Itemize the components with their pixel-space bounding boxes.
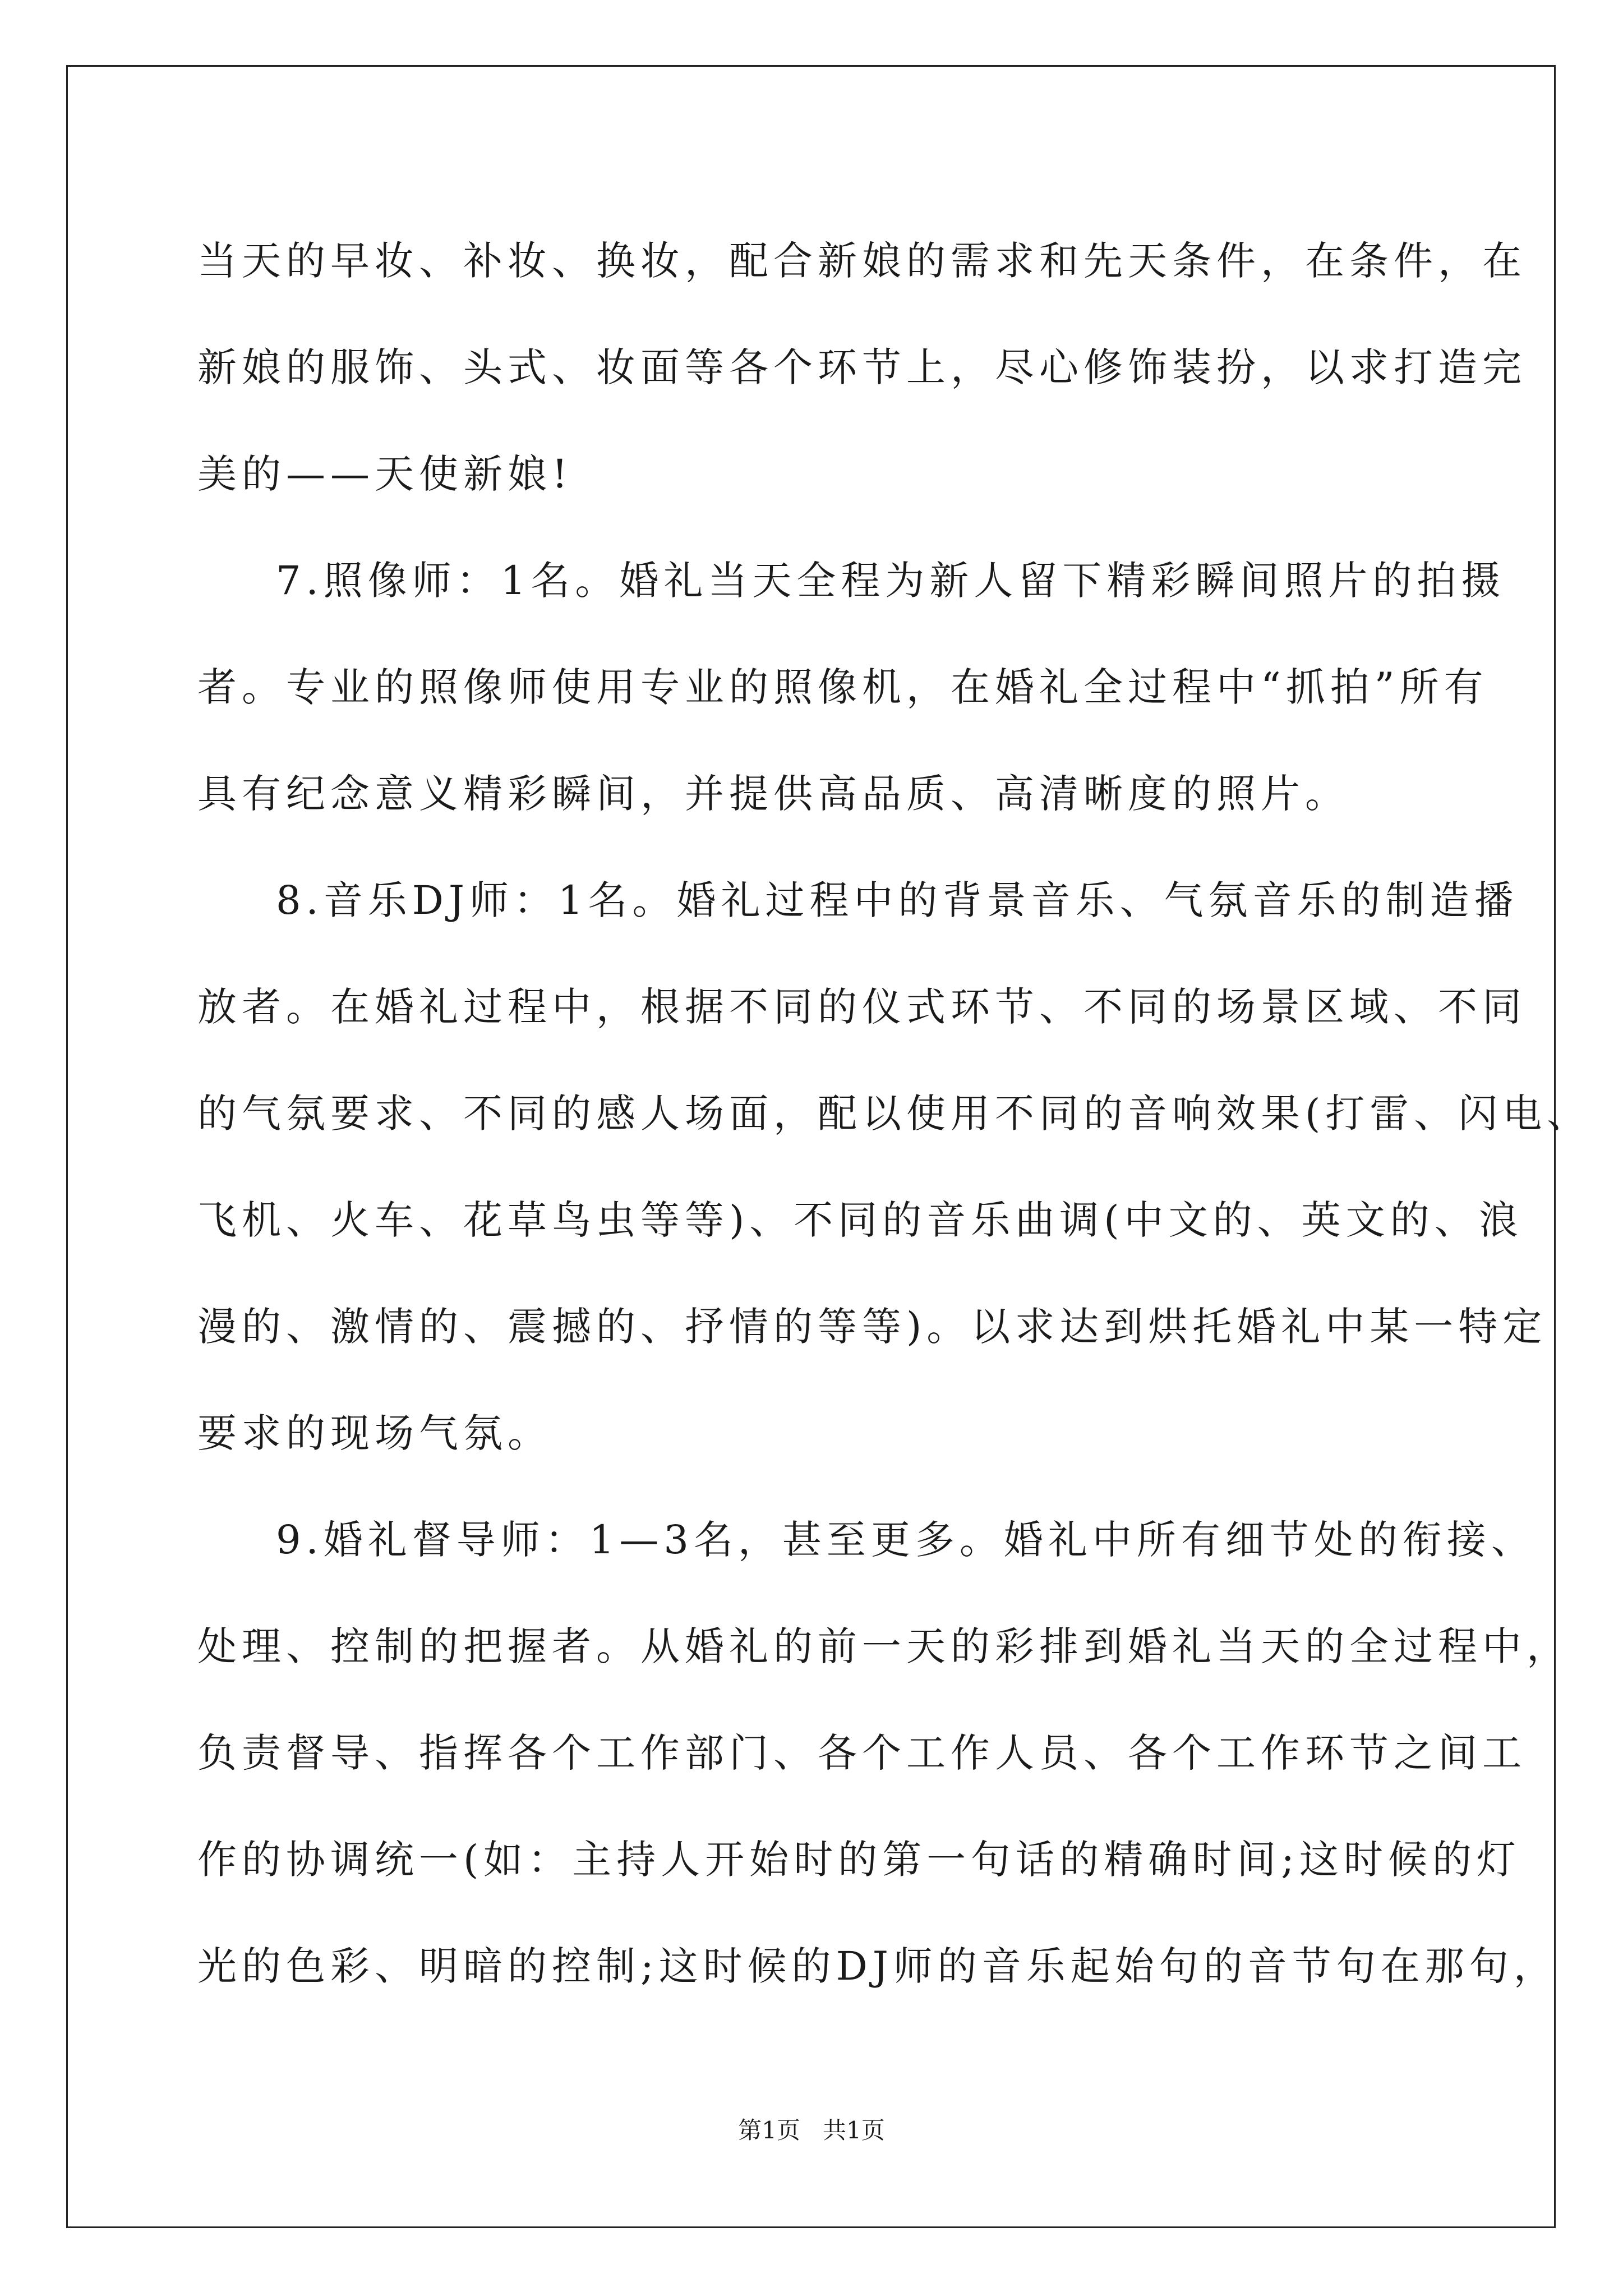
text-line: 9.婚礼督导师：1—3名，甚至更多。婚礼中所有细节处的衔接、 [276,1517,1536,1563]
text-line: 飞机、火车、花草鸟虫等等)、不同的音乐曲调(中文的、英文的、浪 [197,1197,1523,1243]
text-line: 具有纪念意义精彩瞬间，并提供高品质、高清晰度的照片。 [197,771,1349,817]
text-line: 放者。在婚礼过程中，根据不同的仪式环节、不同的场景区域、不同 [197,984,1527,1030]
text-line: 作的协调统一(如：主持人开始时的第一句话的精确时间;这时候的灯 [197,1837,1521,1883]
document-body [197,208,1592,2019]
text-line: 处理、控制的把握者。从婚礼的前一天的彩排到婚礼当天的全过程中， [197,1623,1571,1669]
text-line: 当天的早妆、补妆、换妆，配合新娘的需求和先天条件，在条件，在 [197,238,1527,284]
page-footer [0,2114,1623,2147]
paragraph [197,208,1527,527]
page-number: 第1页 [738,2116,800,2144]
text-line: 负责督导、指挥各个工作部门、各个工作人员、各个工作环节之间工 [197,1730,1527,1776]
page-total: 共1页 [823,2116,885,2144]
text-line: 光的色彩、明暗的控制;这时候的DJ师的音乐起始句的音节句在那句， [197,1943,1558,1989]
text-line: 要求的现场气氛。 [197,1410,552,1456]
paragraph [197,847,1592,1487]
text-line: 美的——天使新娘! [197,451,573,497]
paragraph [197,1487,1571,2019]
text-line: 漫的、激情的、震撼的、抒情的等等)。以求达到烘托婚礼中某一特定 [197,1304,1547,1350]
text-line: 者。专业的照像师使用专业的照像机，在婚礼全过程中“抓拍”所有 [197,664,1488,710]
text-line: 的气氛要求、不同的感人场面，配以使用不同的音响效果(打雷、闪电、 [197,1091,1592,1137]
text-line: 8.音乐DJ师：1名。婚礼过程中的背景音乐、气氛音乐的制造播 [276,877,1519,923]
text-line: 7.照像师：1名。婚礼当天全程为新人留下精彩瞬间照片的拍摄 [276,558,1506,604]
paragraph [197,527,1506,847]
text-line: 新娘的服饰、头式、妆面等各个环节上，尽心修饰装扮，以求打造完 [197,344,1527,390]
